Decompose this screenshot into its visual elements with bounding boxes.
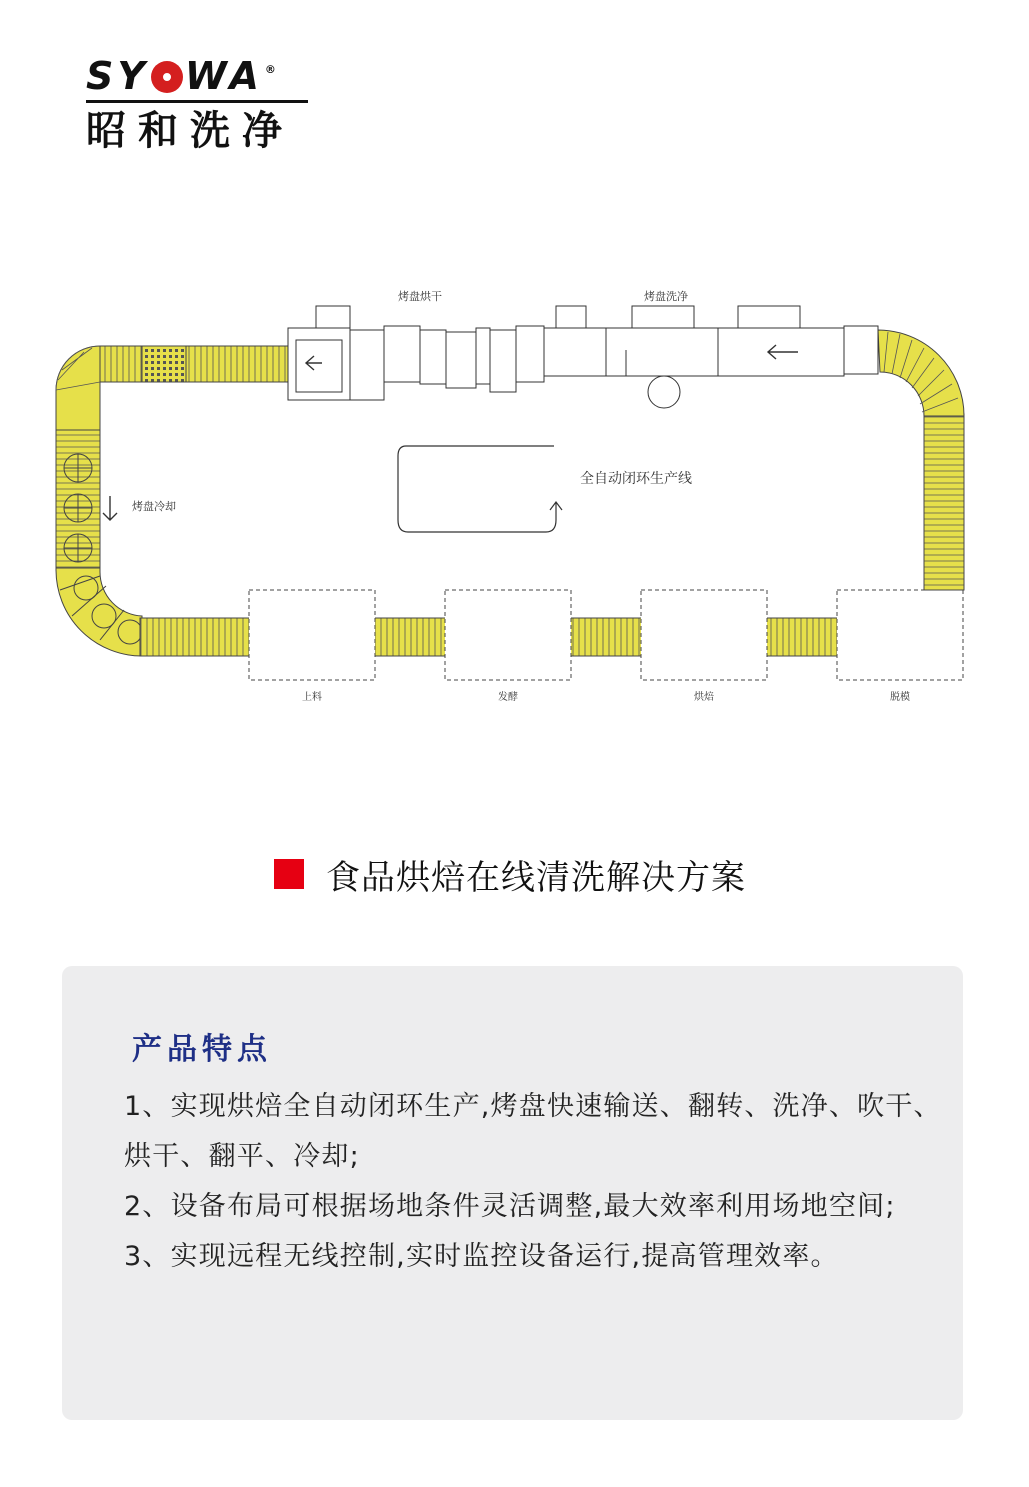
bottom-conveyor-3 (570, 618, 642, 656)
section-title (274, 852, 746, 896)
logo-swirl-icon (151, 61, 183, 93)
wordmark-left: SY (86, 54, 149, 98)
wordmark-right: WA (184, 54, 263, 98)
label-closed-loop: 全自动闭环生产线 (580, 471, 692, 487)
feature-item: 1、实现烘焙全自动闭环生产,烤盘快速输送、翻转、洗净、吹干、烘干、翻平、冷却; (124, 1091, 942, 1172)
label-station-loading: 上料 (302, 692, 322, 703)
station-box-loading (249, 590, 375, 680)
title-marker-icon (274, 859, 304, 889)
bottom-conveyor-2 (374, 618, 446, 656)
washing-machinery (544, 306, 878, 408)
down-arrow-icon (103, 496, 117, 520)
station-box-baking (641, 590, 767, 680)
drying-machinery (288, 306, 544, 400)
brand-chinese-name: 昭和洗净 (86, 108, 294, 154)
station-box-proofing (445, 590, 571, 680)
logo-divider (86, 100, 308, 103)
closed-loop-icon (398, 446, 562, 532)
features-card (62, 966, 963, 1420)
feature-list (124, 1082, 944, 1282)
brand-wordmark (86, 50, 326, 96)
brand-logo (86, 50, 326, 155)
section-title-text: 食品烘焙在线清洗解决方案 (326, 857, 746, 898)
left-bottom-curve (56, 568, 142, 656)
label-tray-drying: 烤盘烘干 (398, 290, 442, 303)
registered-mark: ® (264, 63, 280, 76)
label-tray-cooling: 烤盘冷却 (132, 500, 176, 513)
label-tray-washing: 烤盘洗净 (644, 290, 688, 303)
production-line-diagram (0, 270, 1029, 720)
station-box-demold (837, 590, 963, 680)
bottom-conveyor-1 (140, 618, 250, 656)
label-station-proofing: 发酵 (498, 692, 518, 703)
label-station-demold: 脱模 (890, 692, 910, 703)
feature-item: 2、设备布局可根据场地条件灵活调整,最大效率利用场地空间; (124, 1191, 896, 1222)
top-conveyor-grid (142, 346, 186, 382)
label-station-baking: 烘焙 (694, 692, 714, 703)
features-heading: 产品特点 (132, 1032, 272, 1067)
bottom-conveyor-4 (766, 618, 838, 656)
feature-item: 3、实现远程无线控制,实时监控设备运行,提高管理效率。 (124, 1241, 839, 1272)
top-conveyor-left (100, 346, 290, 382)
right-vertical-conveyor (924, 414, 964, 590)
